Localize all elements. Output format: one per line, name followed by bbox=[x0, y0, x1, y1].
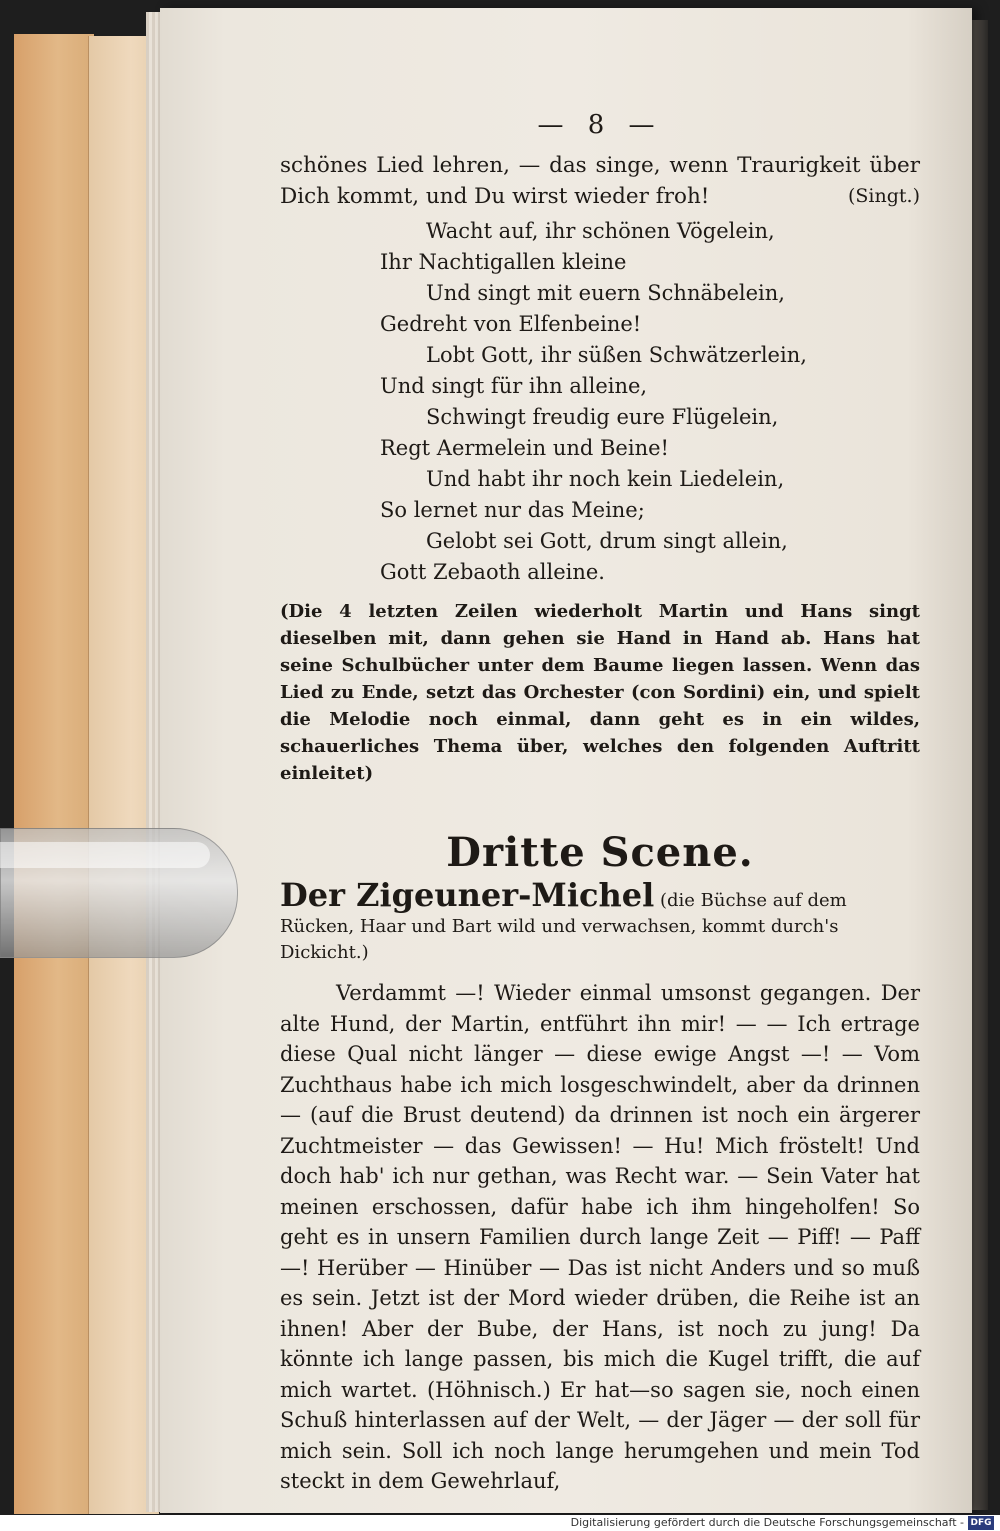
character-entry bbox=[280, 876, 920, 966]
poem-line: Gott Zebaoth alleine. bbox=[380, 560, 605, 584]
prose-paragraph bbox=[280, 150, 920, 212]
speech-paragraph: Verdammt —! Wieder einmal umsonst gegangen. Der alte Hund, der Martin, entführt ihn mir! — — Ich ertrage diese Qual nicht länger — diese ewige Angst —! — Vom Zuchthaus habe ich mich losgeschwindelt, aber da drinnen — (auf die Brust deutend) da drinnen ist noch ein ärgerer Zuchtmeister — das Gewissen! — Hu! Mich fröstelt! Und doch hab' ich nur gethan, was Recht war. — Sein Vater hat meinen erschossen, dafür habe ich ihm hingeholfen! So geht es in unsern Familien durch lange Zeit — Piff! — Paff —! Herüber — Hinüber — Das ist nicht Anders und so muß es sein. Jetzt ist der Mord wieder drüben, die Reihe ist an ihnen! Aber der Bube, der Hans, ist noch zu jung! Da könnte ich lange passen, bis mich die Kugel trifft, die auf mich wartet. (Höhnisch.) Er hat—so sagen sie, noch einen Schuß hinterlassen auf der Welt, — der Jäger — der soll für mich sein. Soll ich noch lange herumgehen und mein Tod steckt in dem Gewehrlauf, bbox=[280, 981, 920, 1493]
poem-line: So lernet nur das Meine; bbox=[380, 498, 645, 522]
poem-line: Und singt mit euern Schnäbelein, bbox=[426, 281, 785, 305]
stage-direction-sings: (Singt.) bbox=[848, 185, 920, 207]
poem-line: Gedreht von Elfenbeine! bbox=[380, 312, 642, 336]
poem-line: Regt Aermelein und Beine! bbox=[380, 436, 669, 460]
poem-line: Lobt Gott, ihr süßen Schwätzerlein, bbox=[426, 343, 807, 367]
page-number: — 8 — bbox=[537, 110, 663, 140]
character-direction: (die Büchse auf dem Rücken, Haar und Bart wild und verwachsen, kommt durch's Dickicht.) bbox=[280, 890, 847, 963]
poem bbox=[280, 216, 920, 588]
page-content bbox=[280, 110, 920, 1497]
dfg-logo: DFG bbox=[968, 1516, 994, 1530]
footer-credit: Digitalisierung gefördert durch die Deutsche Forschungsgemeinschaft - bbox=[570, 1516, 964, 1529]
clamp-highlight bbox=[0, 842, 210, 868]
prose-text: schönes Lied lehren, — das singe, wenn Traurigkeit über Dich kommt, und Du wirst wieder froh! bbox=[280, 153, 920, 209]
poem-line: Wacht auf, ihr schönen Vögelein, bbox=[426, 219, 775, 243]
scene-title: Dritte Scene. bbox=[446, 829, 754, 876]
poem-line: Und habt ihr noch kein Liedelein, bbox=[426, 467, 785, 491]
character-name: Der Zigeuner-Michel bbox=[280, 876, 655, 914]
poem-line: Ihr Nachtigallen kleine bbox=[380, 250, 627, 274]
poem-line: Schwingt freudig eure Flügelein, bbox=[426, 405, 779, 429]
book-cover-edge bbox=[14, 34, 94, 1514]
poem-line: Gelobt sei Gott, drum singt allein, bbox=[426, 529, 788, 553]
poem-line: Und singt für ihn alleine, bbox=[380, 374, 648, 398]
stage-direction: (Die 4 letzten Zeilen wiederholt Martin und Hans singt dieselben mit, dann gehen sie Hand in Hand ab. Hans hat seine Schulbücher unter dem Baume liegen lassen. Wenn das Lied zu Ende, setzt das Orchester (con Sordini) ein, und spielt die Melodie noch einmal, dann geht es in ein wildes, schauerliches Thema über, welches den folgenden Auftritt einleitet) bbox=[280, 601, 920, 784]
